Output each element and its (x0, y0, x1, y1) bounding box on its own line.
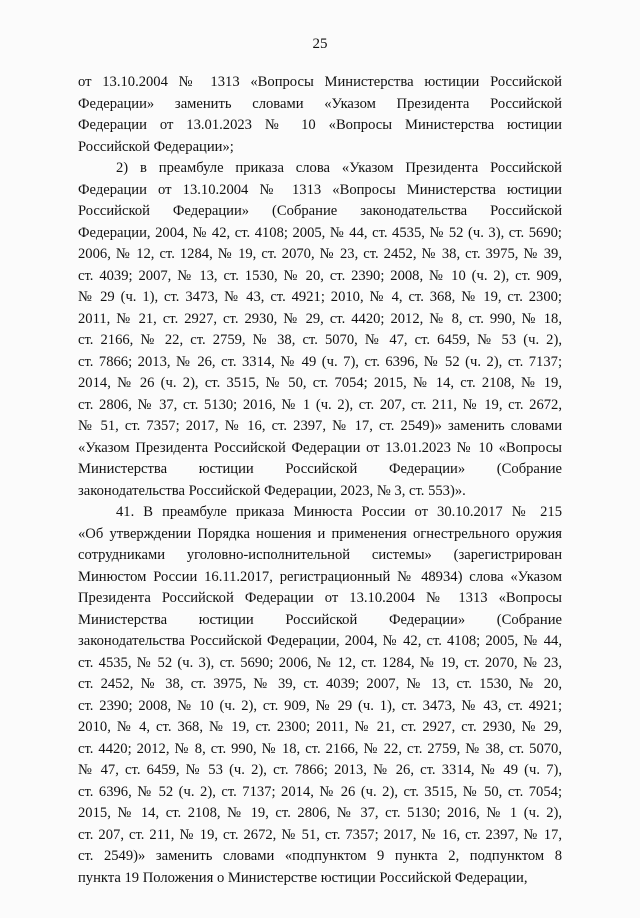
text-line: Российской Федерации» (Собрание законодательства Российской (78, 203, 562, 219)
text-line: ст. 207, ст. 211, № 19, ст. 2672, № 51, ст. 7357; 2017, № 16, ст. 2397, № 17, (78, 826, 562, 843)
text-line: № 51, ст. 7357; 2017, № 16, ст. 2397, № 17, ст. 2549)» заменить словами (78, 418, 562, 434)
text-line: Федерации, 2004, № 42, ст. 4108; 2005, № 44, ст. 4535, № 52 (ч. 3), ст. 5690; (78, 224, 562, 241)
text-line: Федерации» заменить словами «Указом Президента Российской (78, 95, 562, 112)
text-line: Минюстом России 16.11.2017, регистрационный № 48934) слова «Указом (78, 568, 562, 585)
text-line: № 47, ст. 6459, № 53 (ч. 2), ст. 7866; 2013, № 26, ст. 3314, № 49 (ч. 7), (78, 762, 562, 778)
text-line: Российской Федерации»; (78, 138, 234, 155)
text-line: законодательства Российской Федерации, 2023, № 3, ст. 553)». (78, 482, 466, 499)
text-line: 2) в преамбуле приказа слова «Указом Президента Российской (116, 160, 562, 176)
text-line: 2011, № 21, ст. 2927, ст. 2930, № 29, ст. 4420; 2012, № 8, ст. 990, № 18, (78, 310, 562, 327)
text-line: Министерства юстиции Российской Федерации» (Собрание (78, 461, 562, 477)
text-line: ст. 4535, № 52 (ч. 3), ст. 5690; 2006, № 12, ст. 1284, № 19, ст. 2070, № 23, (78, 654, 562, 671)
text-line: ст. 6396, № 52 (ч. 2), ст. 7137; 2014, № 26 (ч. 2), ст. 3515, № 50, ст. 7054; (78, 783, 562, 800)
text-line: «Об утверждении Порядка ношения и применения огнестрельного оружия (78, 525, 562, 542)
text-line: Федерации от 13.10.2004 № 1313 «Вопросы Министерства юстиции (78, 181, 562, 198)
paragraph (78, 502, 562, 889)
text-line: 2015, № 14, ст. 2108, № 19, ст. 2806, № 37, ст. 5130; 2016, № 1 (ч. 2), (78, 805, 562, 821)
text-line: ст. 2549)» заменить словами «подпунктом 9 пункта 2, подпунктом 8 (78, 848, 562, 864)
text-line: 2010, № 4, ст. 368, № 19, ст. 2300; 2011, № 21, ст. 2927, ст. 2930, № 29, (78, 719, 562, 735)
text-line: Федерации от 13.01.2023 № 10 «Вопросы Министерства юстиции (78, 117, 562, 133)
document-body (78, 72, 562, 889)
paragraph (78, 158, 562, 502)
page-number: 25 (312, 36, 328, 52)
text-line: Президента Российской Федерации от 13.10.2004 № 1313 «Вопросы (78, 590, 562, 606)
text-line: Министерства юстиции Российской Федерации» (Собрание (78, 611, 562, 628)
text-line: № 29 (ч. 1), ст. 3473, № 43, ст. 4921; 2010, № 4, ст. 368, № 19, ст. 2300; (78, 289, 562, 305)
text-line: пункта 19 Положения о Министерстве юстиции Российской Федерации, (78, 869, 528, 886)
text-line: ст. 2166, № 22, ст. 2759, № 38, ст. 5070, № 47, ст. 6459, № 53 (ч. 2), (78, 332, 562, 348)
text-line: 2006, № 12, ст. 1284, № 19, ст. 2070, № 23, ст. 2452, № 38, ст. 3975, № 39, (78, 246, 562, 262)
text-line: сотрудниками уголовно-исполнительной системы» (зарегистрирован (78, 547, 562, 563)
paragraph (78, 72, 562, 158)
text-line: ст. 4420; 2012, № 8, ст. 990, № 18, ст. 2166, № 22, ст. 2759, № 38, ст. 5070, (78, 740, 562, 757)
text-line: 2014, № 26 (ч. 2), ст. 3515, № 50, ст. 7054; 2015, № 14, ст. 2108, № 19, (78, 375, 562, 391)
text-line: от 13.10.2004 № 1313 «Вопросы Министерства юстиции Российской (78, 74, 562, 90)
text-line: 41. В преамбуле приказа Минюста России от 30.10.2017 № 215 (116, 504, 562, 520)
text-line: ст. 4039; 2007, № 13, ст. 1530, № 20, ст. 2390; 2008, № 10 (ч. 2), ст. 909, (78, 267, 562, 284)
text-line: ст. 2452, № 38, ст. 3975, № 39, ст. 4039; 2007, № 13, ст. 1530, № 20, (78, 676, 562, 692)
text-line: законодательства Российской Федерации, 2004, № 42, ст. 4108; 2005, № 44, (78, 633, 562, 649)
text-line: ст. 2806, № 37, ст. 5130; 2016, № 1 (ч. 2), ст. 207, ст. 211, № 19, ст. 2672, (78, 396, 562, 413)
text-line: ст. 7866; 2013, № 26, ст. 3314, № 49 (ч. 7), ст. 6396, № 52 (ч. 2), ст. 7137; (78, 353, 562, 370)
text-line: «Указом Президента Российской Федерации от 13.01.2023 № 10 «Вопросы (78, 439, 562, 456)
text-line: ст. 2390; 2008, № 10 (ч. 2), ст. 909, № 29 (ч. 1), ст. 3473, № 43, ст. 4921; (78, 697, 562, 714)
